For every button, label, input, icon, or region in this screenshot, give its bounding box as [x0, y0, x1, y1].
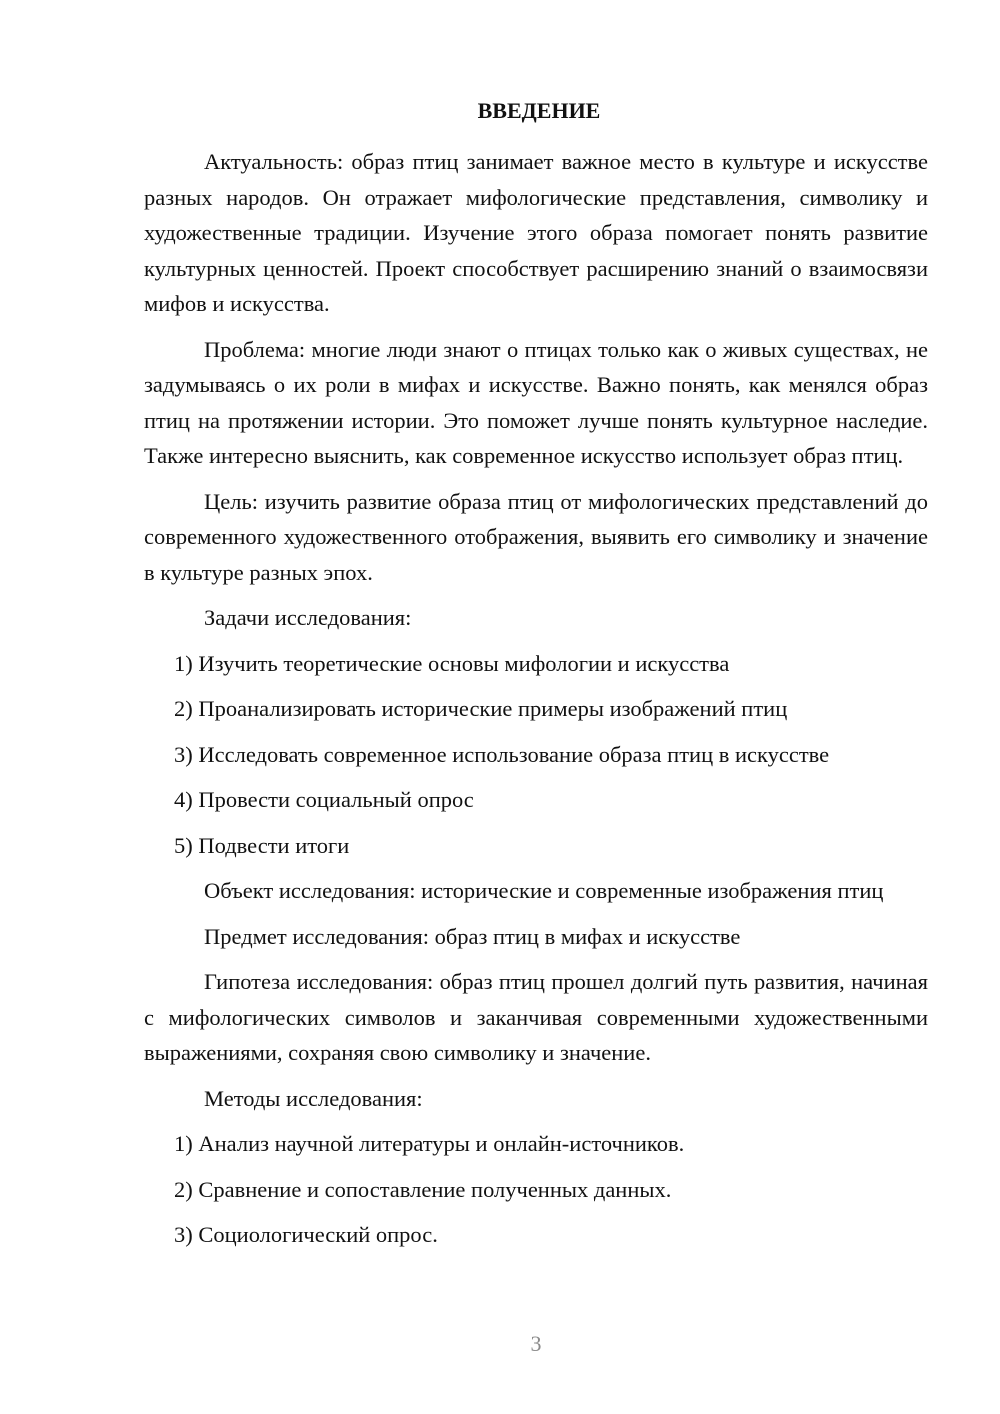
relevance-paragraph: Актуальность: образ птиц занимает важное место в культуре и искусстве разных народов. Он отражает мифологические представления, символику и художественные традиции. Изучение этого образа помогает понять развитие культурных ценностей. Проект способствует расширению знаний о взаимосвязи мифов и искусства. — [144, 149, 928, 316]
task-item: 4) Провести социальный опрос — [174, 787, 474, 812]
task-item: 2) Проанализировать исторические примеры изображений птиц — [174, 696, 788, 721]
task-item: 1) Изучить теоретические основы мифологии и искусства — [174, 650, 730, 676]
method-item: 1) Анализ научной литературы и онлайн-источников. — [174, 1131, 685, 1156]
subject-paragraph: Предмет исследования: образ птиц в мифах и искусстве — [204, 923, 741, 949]
method-item: 3) Социологический опрос. — [174, 1222, 438, 1247]
object-paragraph: Объект исследования: исторические и современные изображения птиц — [204, 878, 884, 903]
page-number: 3 — [530, 1331, 542, 1356]
task-item: 3) Исследовать современное использование образа птиц в искусстве — [174, 741, 830, 767]
task-item: 5) Подвести итоги — [174, 832, 350, 858]
goal-paragraph: Цель: изучить развитие образа птиц от мифологических представлений до современного художественного отображения, выявить его символику и значение в культуре разных эпох. — [144, 488, 928, 585]
methods-heading: Методы исследования: — [204, 1085, 423, 1111]
problem-paragraph: Проблема: многие люди знают о птицах только как о живых существах, не задумываясь о их роли в мифах и искусстве. Важно понять, как менялся образ птиц на протяжении истории. Это поможет лучше понять культурное наследие. Также интересно выяснить, как современное искусство использует образ птиц. — [144, 336, 928, 468]
section-title: ВВЕДЕНИЕ — [477, 98, 601, 123]
page-content — [144, 94, 928, 1263]
tasks-heading: Задачи исследования: — [204, 605, 412, 630]
method-item: 2) Сравнение и сопоставление полученных данных. — [174, 1176, 672, 1202]
hypothesis-paragraph: Гипотеза исследования: образ птиц прошел долгий путь развития, начиная с мифологических символов и заканчивая современными художественными выражениями, сохраняя свою символику и значение. — [144, 969, 928, 1065]
